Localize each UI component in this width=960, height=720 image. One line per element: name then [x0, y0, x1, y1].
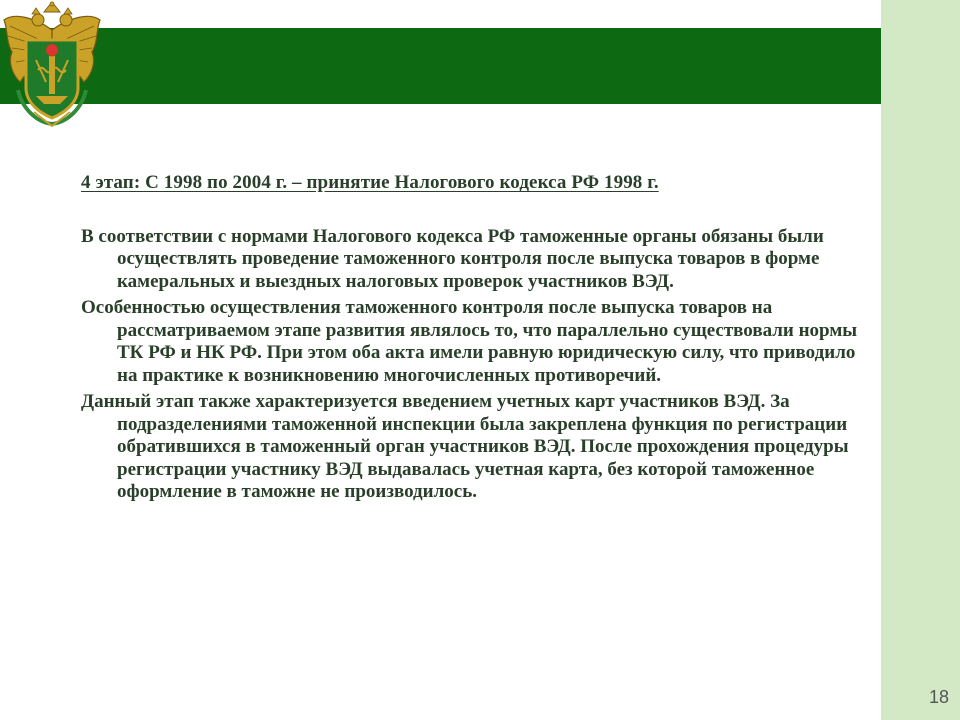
- page-number: 18: [929, 687, 950, 707]
- right-side-strip: [881, 0, 960, 720]
- paragraph-control-features: Особенностью осуществления таможенного контроля после выпуска товаров на рассматриваемом этапе развития являлось то, что параллельно существовали нормы ТК РФ и НК РФ. При этом оба акта имели равную юридическую силу, что приводило на практике к возникновению многочисленных противоречий.: [81, 297, 858, 386]
- paragraph-registration-cards: Данный этап также характеризуется введением учетных карт участников ВЭД. За подразделениями таможенной инспекции была закреплена функция по регистрации обратившихся в таможенный орган участников ВЭД. После прохождения процедуры регистрации участнику ВЭД выдавалась учетная карта, без которой таможенное оформление в таможне не производилось.: [81, 391, 849, 502]
- slide-content: [81, 172, 871, 508]
- header-band: [0, 28, 881, 104]
- customs-emblem-icon: [0, 0, 104, 128]
- slide-heading: 4 этап: С 1998 по 2004 г. – принятие Налогового кодекса РФ 1998 г.: [81, 172, 659, 193]
- paragraph-tax-code: В соответствии с нормами Налогового кодекса РФ таможенные органы обязаны были осуществлять проведение таможенного контроля после выпуска товаров в форме камеральных и выездных налоговых проверок участников ВЭД.: [81, 225, 824, 292]
